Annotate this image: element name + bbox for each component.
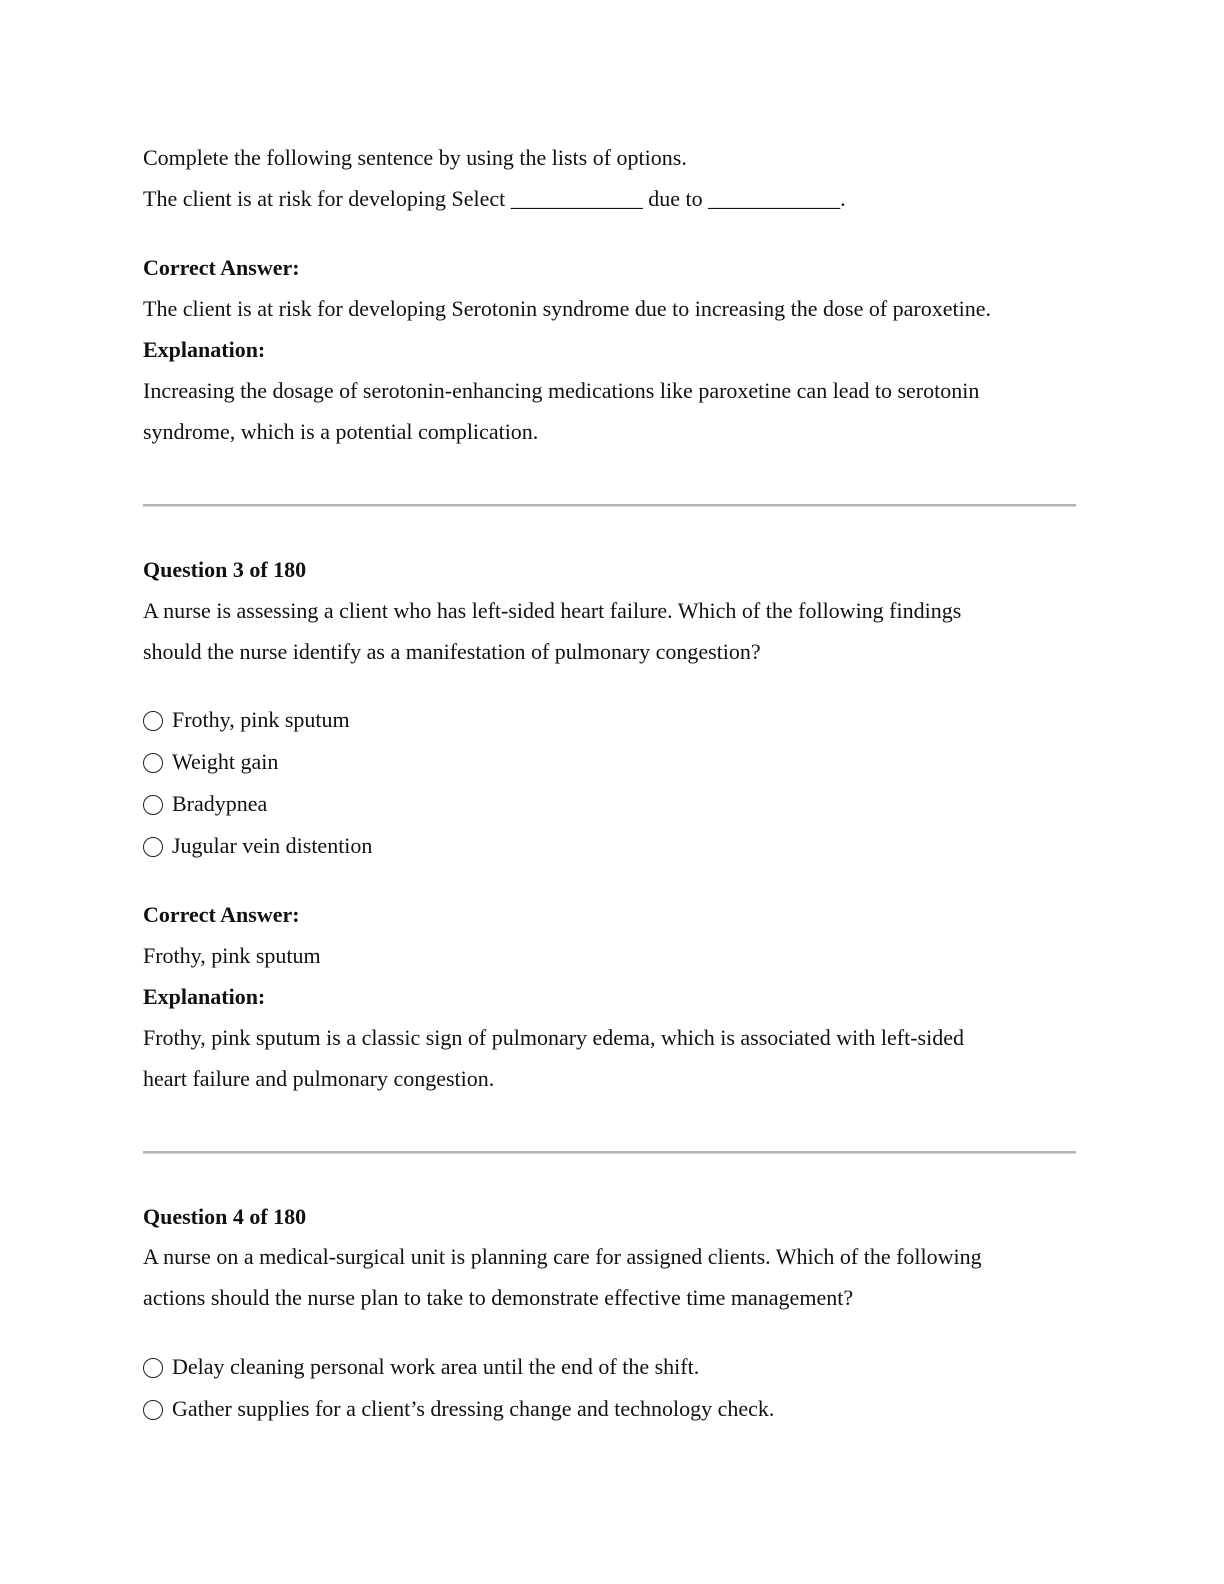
prev-explanation-label: Explanation: xyxy=(143,337,266,362)
question-4-stem-line-2: actions should the nurse plan to take to demonstrate effective time management? xyxy=(143,1285,854,1310)
question-3-option-2[interactable] xyxy=(143,751,278,773)
radio-circle-icon[interactable] xyxy=(143,1400,163,1420)
question-3-option-3[interactable] xyxy=(143,793,267,815)
radio-circle-icon[interactable] xyxy=(143,837,163,857)
radio-circle-icon[interactable] xyxy=(143,795,163,815)
option-label: Weight gain xyxy=(172,749,279,774)
question-4-option-2[interactable] xyxy=(143,1398,774,1420)
question-3-explanation-line-1: Frothy, pink sputum is a classic sign of pulmonary edema, which is associated with left-sided xyxy=(143,1025,964,1050)
question-3-correct-answer: Frothy, pink sputum xyxy=(143,943,321,968)
option-label: Delay cleaning personal work area until the end of the shift. xyxy=(172,1354,700,1379)
prev-correct-answer: The client is at risk for developing Serotonin syndrome due to increasing the dose of paroxetine. xyxy=(143,296,991,321)
question-3-stem-line-1: A nurse is assessing a client who has left-sided heart failure. Which of the following findings xyxy=(143,598,962,623)
question-3-heading: Question 3 of 180 xyxy=(143,557,307,582)
prev-prompt-line-2: The client is at risk for developing Select ____________ due to ____________. xyxy=(143,186,846,211)
prev-correct-answer-label: Correct Answer: xyxy=(143,255,300,280)
question-3-option-1[interactable] xyxy=(143,709,350,731)
prev-explanation-line-1: Increasing the dosage of serotonin-enhancing medications like paroxetine can lead to serotonin xyxy=(143,378,980,403)
question-4-stem-line-1: A nurse on a medical-surgical unit is planning care for assigned clients. Which of the following xyxy=(143,1244,982,1269)
question-4-option-1[interactable] xyxy=(143,1356,699,1378)
question-3-explanation-line-2: heart failure and pulmonary congestion. xyxy=(143,1066,495,1091)
radio-circle-icon[interactable] xyxy=(143,711,163,731)
section-divider xyxy=(143,504,1076,507)
prev-explanation-line-2: syndrome, which is a potential complication. xyxy=(143,419,539,444)
question-3-correct-answer-label: Correct Answer: xyxy=(143,902,300,927)
option-label: Gather supplies for a client’s dressing change and technology check. xyxy=(172,1396,775,1421)
question-3-stem-line-2: should the nurse identify as a manifestation of pulmonary congestion? xyxy=(143,639,761,664)
section-divider xyxy=(143,1151,1076,1154)
option-label: Jugular vein distention xyxy=(172,833,373,858)
question-3-option-4[interactable] xyxy=(143,835,372,857)
option-label: Bradypnea xyxy=(172,791,268,816)
prev-prompt-line-1: Complete the following sentence by using the lists of options. xyxy=(143,145,687,170)
radio-circle-icon[interactable] xyxy=(143,1358,163,1378)
radio-circle-icon[interactable] xyxy=(143,753,163,773)
question-4-heading: Question 4 of 180 xyxy=(143,1204,307,1229)
option-label: Frothy, pink sputum xyxy=(172,707,350,732)
question-3-explanation-label: Explanation: xyxy=(143,984,266,1009)
